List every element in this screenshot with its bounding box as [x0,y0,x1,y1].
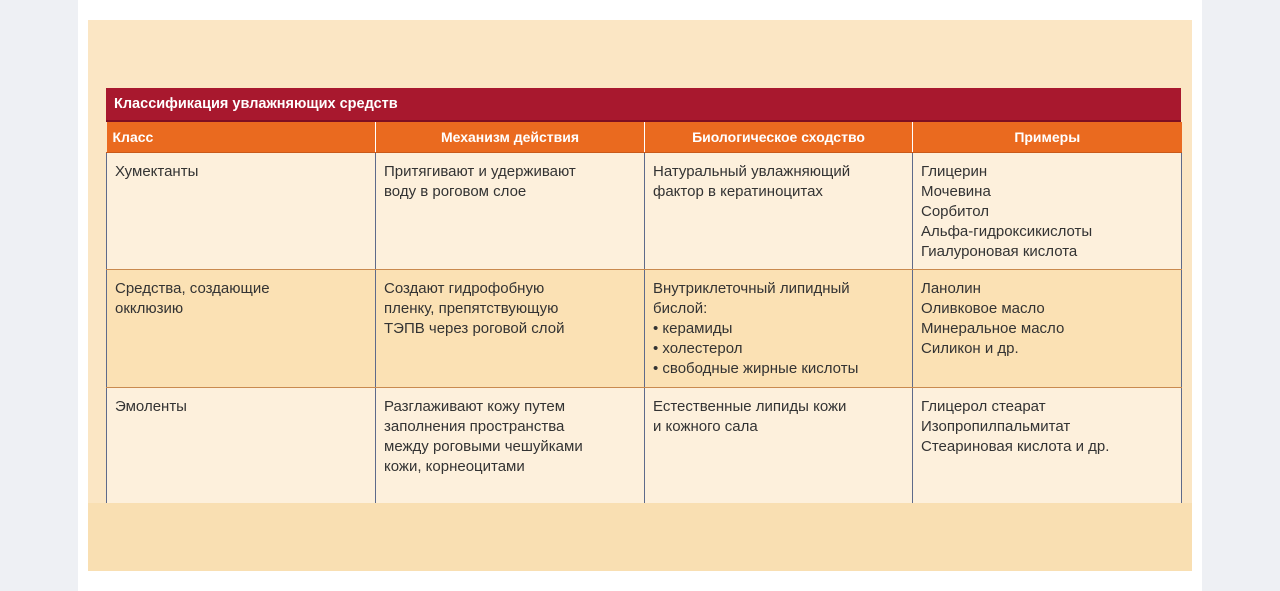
cell-line: • свободные жирные кислоты [653,360,859,377]
cell-similarity [645,270,913,388]
cell-line: между роговыми чешуйками [384,438,583,455]
cell-line: Эмоленты [115,398,187,415]
header-examples: Примеры [913,122,1182,153]
cell-line: Минеральное масло [921,320,1065,337]
cell-line: • холестерол [653,340,743,357]
cell-line: окклюзию [115,300,184,317]
cell-mechanism [376,388,645,506]
header-similarity: Биологическое сходство [645,122,913,153]
cell-line: Средства, создающие [115,280,270,297]
cell-line: Сорбитол [921,203,989,220]
cell-class [107,153,376,270]
cell-line: Альфа-гидроксикислоты [921,223,1093,240]
cell-line: Оливковое масло [921,300,1045,317]
cell-line: Естественные липиды кожи [653,398,847,415]
image-bottom-band [88,503,1192,571]
table-row [107,388,1182,506]
cell-mechanism [376,270,645,388]
cell-examples [913,153,1182,270]
cell-line: • керамиды [653,320,733,337]
cell-line: Ланолин [921,280,981,297]
cell-line: Стеариновая кислота и др. [921,438,1110,455]
header-class: Класс [107,122,376,153]
cell-line: Притягивают и удерживают [384,163,576,180]
table-row [107,153,1182,270]
cell-class [107,388,376,506]
cell-line: Натуральный увлажняющий [653,163,851,180]
cell-line: Гиалуроновая кислота [921,243,1078,260]
cell-line: Внутриклеточный липидный [653,280,850,297]
cell-examples [913,270,1182,388]
header-row [107,122,1182,153]
cell-examples [913,388,1182,506]
table-title: Классификация увлажняющих средств [106,88,1181,122]
header-mechanism: Механизм действия [376,122,645,153]
cell-similarity [645,388,913,506]
cell-line: Мочевина [921,183,991,200]
cell-line: фактор в кератиноцитах [653,183,823,200]
cell-line: Создают гидрофобную [384,280,545,297]
cell-similarity [645,153,913,270]
cell-line: Хумектанты [115,163,199,180]
cell-line: Глицерол стеарат [921,398,1046,415]
table-row [107,270,1182,388]
cell-line: пленку, препятствующую [384,300,559,317]
cell-line: Изопропилпальмитат [921,418,1071,435]
cell-mechanism [376,153,645,270]
cell-line: бислой: [653,300,708,317]
classification-table [106,88,1181,505]
cell-line: и кожного сала [653,418,758,435]
cell-line: Разглаживают кожу путем [384,398,566,415]
cell-line: Силикон и др. [921,340,1019,357]
cell-line: ТЭПВ через роговой слой [384,320,565,337]
cell-line: Глицерин [921,163,988,180]
cell-line: заполнения пространства [384,418,565,435]
cell-class [107,270,376,388]
cell-line: воду в роговом слое [384,183,527,200]
cell-line: кожи, корнеоцитами [384,458,525,475]
